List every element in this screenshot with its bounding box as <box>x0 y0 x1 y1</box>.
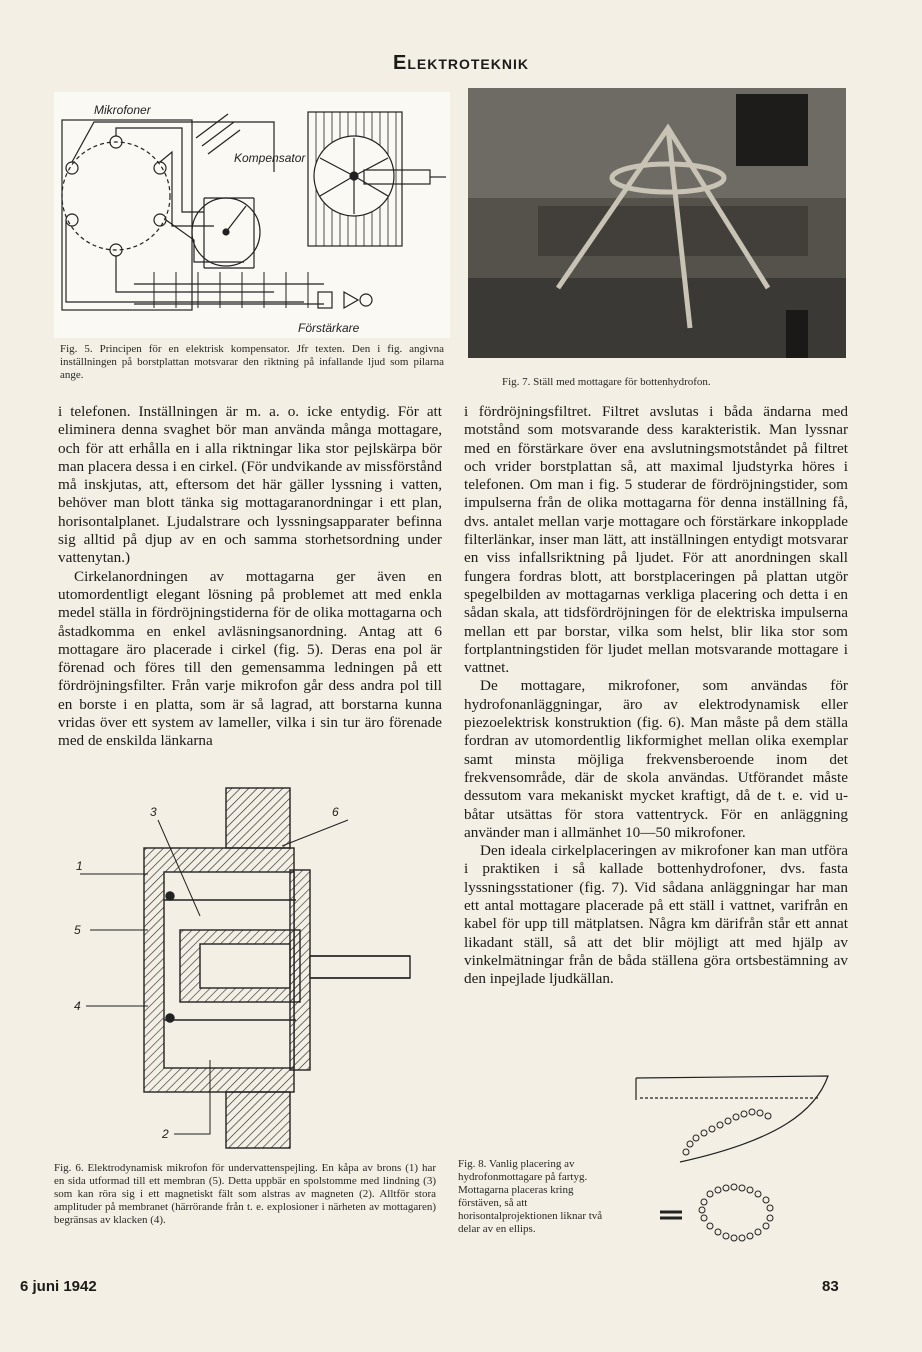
fig6-diagram <box>70 780 450 1160</box>
fig6-label-4: 4 <box>74 999 81 1013</box>
fig6-caption: Fig. 6. Elektrodynamisk mikrofon för undervattenspejling. En kåpa av brons (1) har en sida utformad till ett membran (5). Detta uppbär en spolstomme med lindning (3) som kan röra sig i ett magnetiskt fält som alstras av magneten (2). Alltför stora amplituder på membranet (härrörande från t. e. explosioner i närheten av mottagaren) begränsas av klacken (4). <box>54 1162 436 1226</box>
fig8-diagram <box>620 1070 840 1260</box>
fig5-caption: Fig. 5. Principen för en elektrisk kompensator. Jfr texten. Den i fig. angivna inställningen på borstplattan motsvarar den riktning på infallande ljud som pilarna ange. <box>60 343 444 381</box>
section-header: Elektroteknik <box>392 52 529 74</box>
fig6-label-2: 2 <box>162 1127 169 1141</box>
fig6-label-3: 3 <box>150 805 157 819</box>
right-column <box>464 403 848 989</box>
left-paragraph-1: i telefonen. Inställningen är m. a. o. icke entydig. För att eliminera denna svaghet bör man använda många mottagare, och för att erhålla en i alla riktningar lika stor pejlskärpa bör man placera dessa i en cirkel. (För undvikande av missförstånd må inskjutas, att, eftersom det här gäller lyssning i vatten, behöver man blott tänka sig mottagaranordningar i ett plan, horisontalplanet. Ljudalstrare och lyssningsapparater befinna sig alltid på djup av en och samma storhetsordning under vattenytan.) <box>58 403 442 567</box>
left-paragraph-2: Cirkelanordningen av mottagarna ger även en utomordentligt elegant lösning på problemet att med enkla medel ställa in fördröjningstiderna för de olika mottagarna och åstadkomma en enkel avläsningsanordning. Antag att 6 mottagare äro placerade i cirkel (fig. 5). Deras ena pol är förenad och föres till den gemensamma ledningen på ett fördröjningsfilter. Från varje mikrofon går dess andra pol till en borste i en platta, som är så lagrad, att borstarna kunna vridas över ett system av lameller, vilka i sin tur äro förenade med de enskilda länkarna <box>58 567 442 750</box>
fig6-label-1: 1 <box>76 859 83 873</box>
fig5-diagram <box>54 92 450 338</box>
page-number: 83 <box>822 1278 839 1295</box>
right-paragraph-1: i fördröjningsfiltret. Filtret avslutas i båda ändarna med motstånd som motsvarande dess karakteristik. Man lyssnar med en förstärkare över ena avslutningsmotståndet på filtret och vrider borstplattan så, att maximal ljudstyrka höres i telefonen. Om man i fig. 5 studerar de fördröjningstider, som impulserna från de olika mottagarna för denna inställning få, dvs. antalet mellan varje mottagare och förstärkare inkopplade filterlänkar, inser man lätt, att inställningen entydigt motsvarar en viss infallsriktning på ljudet. För att anordningen skall fungera fordras blott, att borstplaceringen på plattan utgör spegelbilden av mottagarnas verkliga placering och detta i en sådan skala, att tidsfördröjningen för de elektriska impulserna mellan ett par borstar, vilka som helst, blir lika stor som fortplantningstiden för ljudet mellan motsvarande mottagare i vattnet. <box>464 403 848 677</box>
right-paragraph-3: Den ideala cirkelplaceringen av mikrofoner kan man utföra i praktiken i så kallade bottenhydrofoner, dvs. fasta lyssningsstationer (fig. 7). Vid sådana anläggningar har man ett antal mottagare placerade på ett ställ i vattnet, varifrån en kabel för upp till mätplatsen. Några km därifrån står ett annat likadant ställ, så att det blir möjligt att med hjälp av vinkelmätningar från de båda ställena göra ortsbestämning av den inpejlade ljudkällan. <box>464 842 848 988</box>
fig7-caption: Fig. 7. Ställ med mottagare för bottenhydrofon. <box>502 376 711 388</box>
fig5-label-forstarkare: Förstärkare <box>298 321 360 335</box>
footer-date: 6 juni 1942 <box>20 1278 97 1295</box>
fig7-photo <box>468 88 846 358</box>
left-column <box>58 403 442 751</box>
right-paragraph-2: De mottagare, mikrofoner, som användas för hydrofonanläggningar, äro av elektrodynamisk eller piezoelektrisk konstruktion (fig. 6). Man måste på dem ställa fordran av utomordentlig likformighet mellan olika exemplar samt minsta möjliga frekvensberoende inom det frekvensområde, där de skola användas. Utförandet måste dessutom vara mekaniskt mycket kraftigt, då de t. e. vid u-båtar utsättas för stora vattentryck. För en anläggning använder man i allmänhet 10—50 mikrofoner. <box>464 677 848 841</box>
fig6-label-6: 6 <box>332 805 339 819</box>
fig5-label-mikrofoner: Mikrofoner <box>94 103 151 117</box>
fig5-label-kompensator: Kompensator <box>234 151 306 165</box>
fig6-label-5: 5 <box>74 923 81 937</box>
fig8-caption: Fig. 8. Vanlig placering av hydrofonmottagare på fartyg. Mottagarna placeras kring förstäven, så att horisontalprojektionen liknar två delar av en ellips. <box>458 1158 603 1235</box>
